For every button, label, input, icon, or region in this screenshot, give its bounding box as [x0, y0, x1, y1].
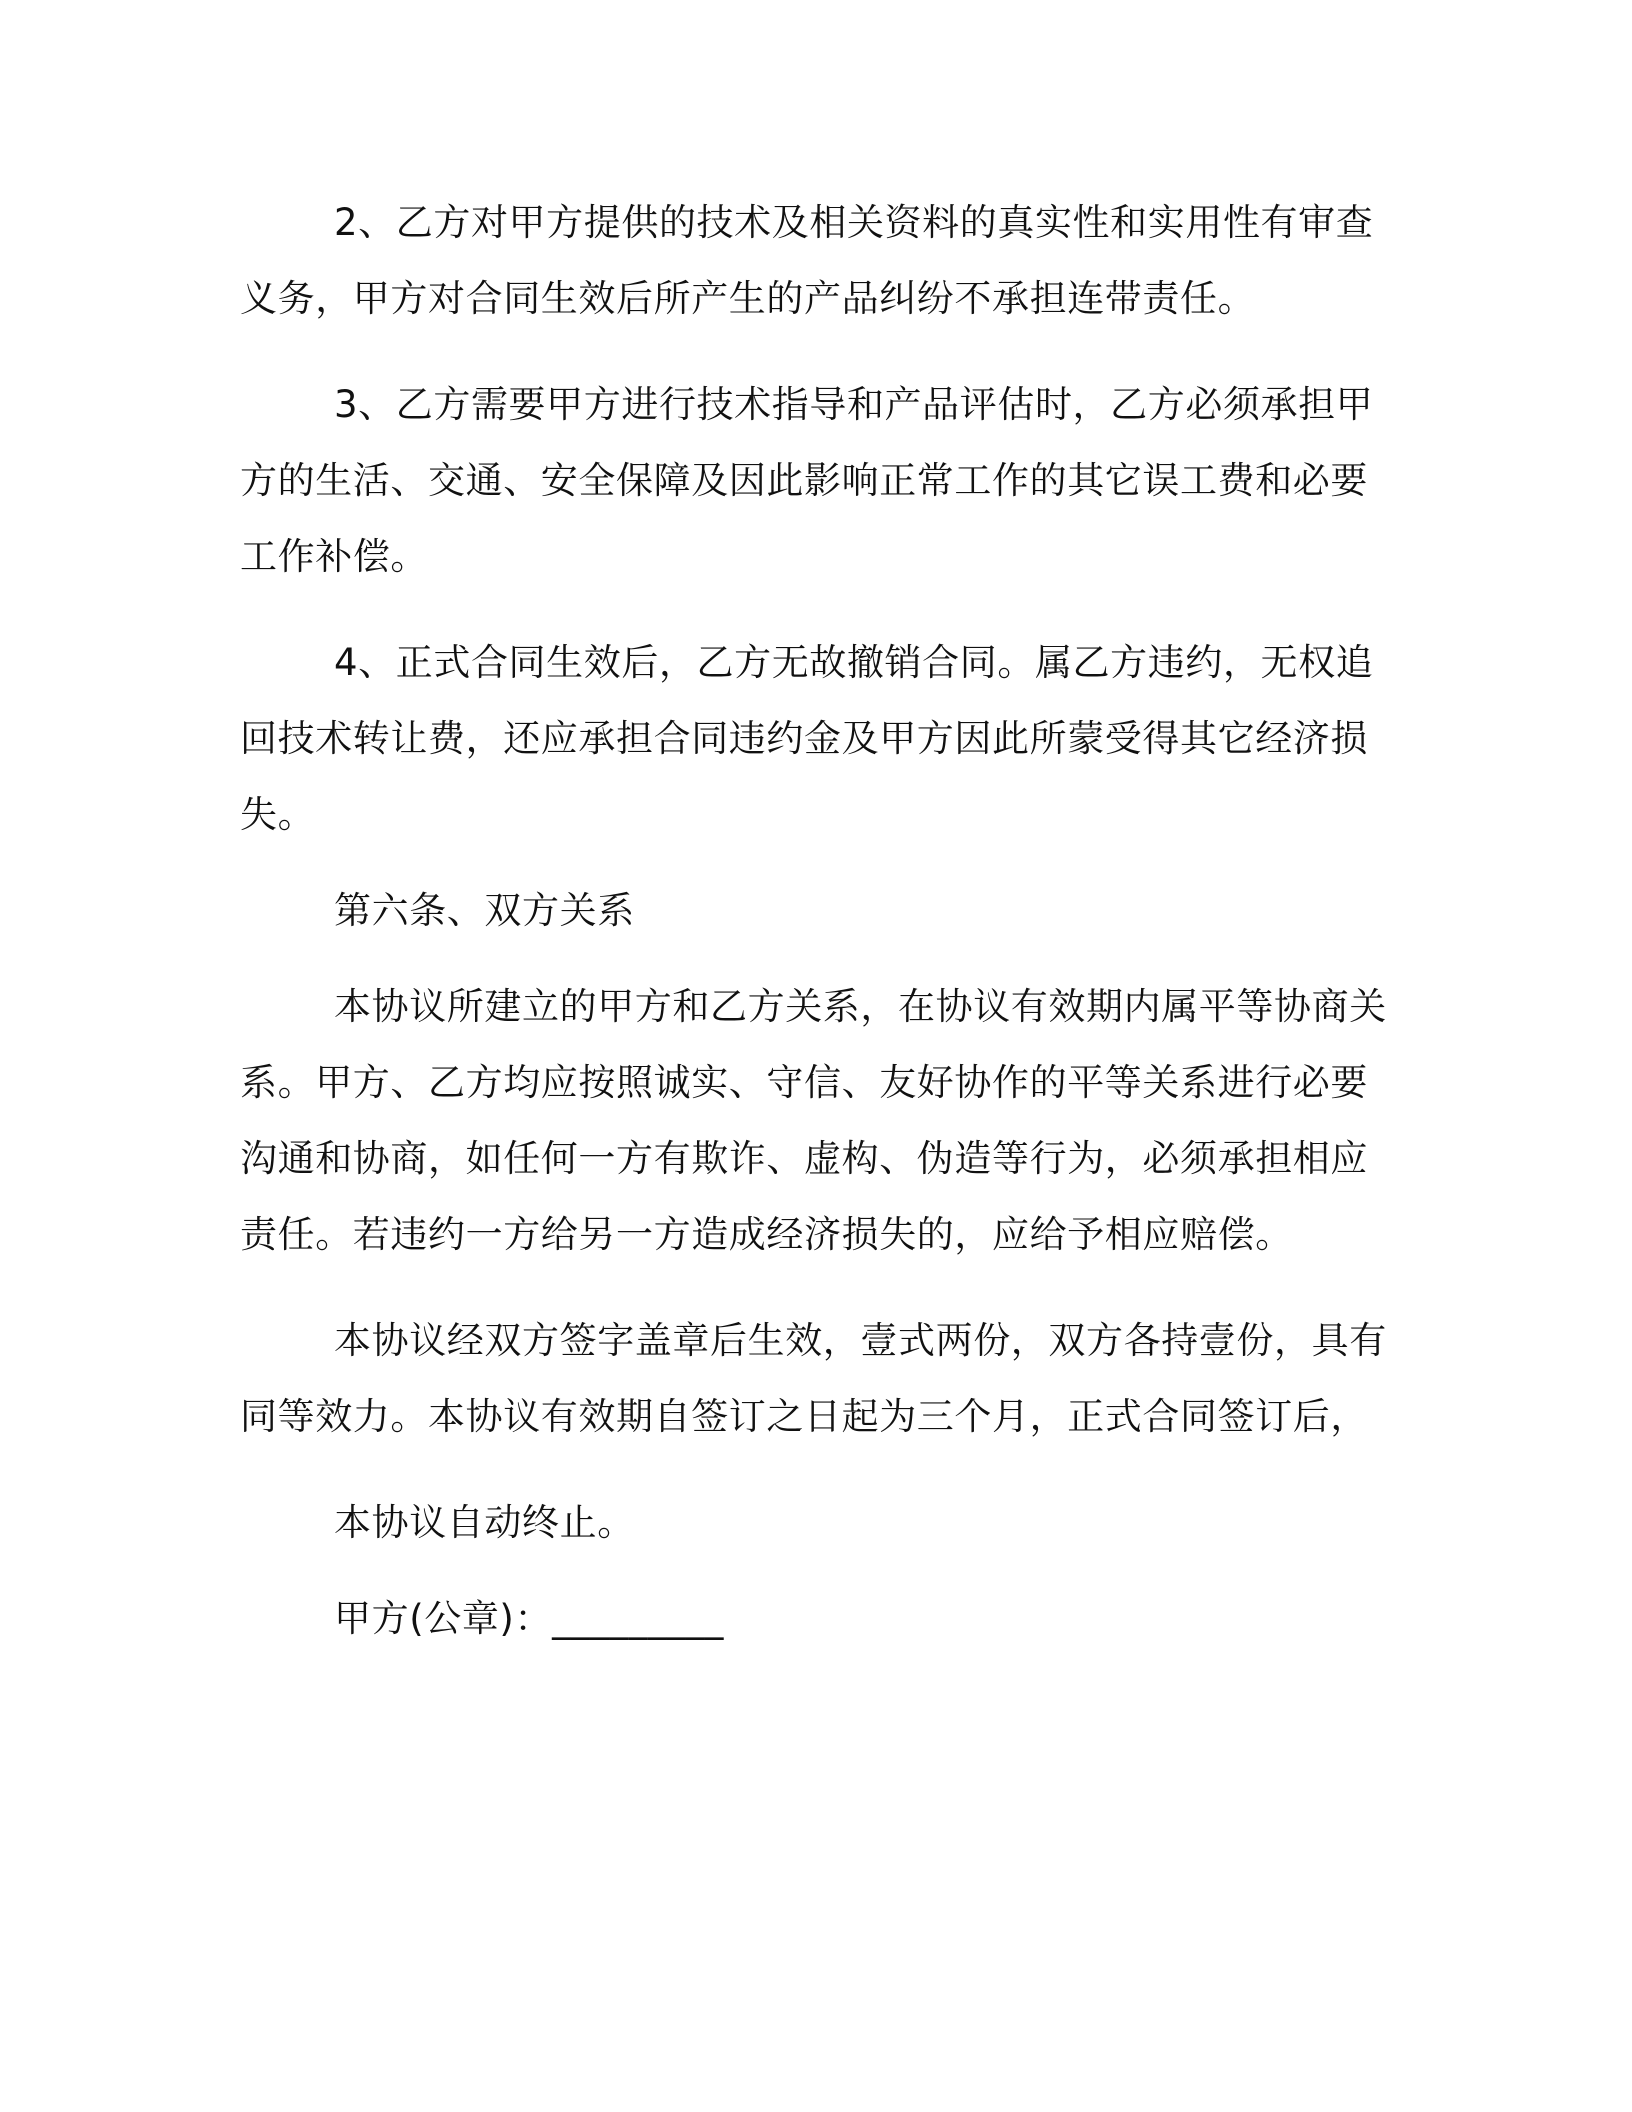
clause-item-4: 4、正式合同生效后，乙方无故撤销合同。属乙方违约，无权追回技术转让费，还应承担合同违约金及甲方因此所蒙受得其它经济损失。	[240, 641, 1374, 836]
termination-paragraph: 本协议自动终止。	[334, 1501, 635, 1544]
document-body	[240, 185, 1390, 1657]
relationship-paragraph: 本协议所建立的甲方和乙方关系，在协议有效期内属平等协商关系。甲方、乙方均应按照诚实、守信、友好协作的平等关系进行必要沟通和协商，如任何一方有欺诈、虚构、伪造等行为，必须承担相应责任。若违约一方给另一方造成经济损失的，应给予相应赔偿。	[240, 985, 1387, 1256]
clause-item-2: 2、乙方对甲方提供的技术及相关资料的真实性和实用性有审查义务，甲方对合同生效后所产生的产品纠纷不承担连带责任。	[240, 201, 1374, 320]
party-a-signature-line: 甲方(公章)：_________	[334, 1597, 724, 1640]
clause-item-3: 3、乙方需要甲方进行技术指导和产品评估时，乙方必须承担甲方的生活、交通、安全保障及因此影响正常工作的其它误工费和必要工作补偿。	[240, 383, 1374, 578]
effectiveness-paragraph: 本协议经双方签字盖章后生效，壹式两份，双方各持壹份，具有同等效力。本协议有效期自签订之日起为三个月，正式合同签订后，	[240, 1319, 1387, 1438]
section-heading-article-6: 第六条、双方关系	[334, 889, 635, 932]
